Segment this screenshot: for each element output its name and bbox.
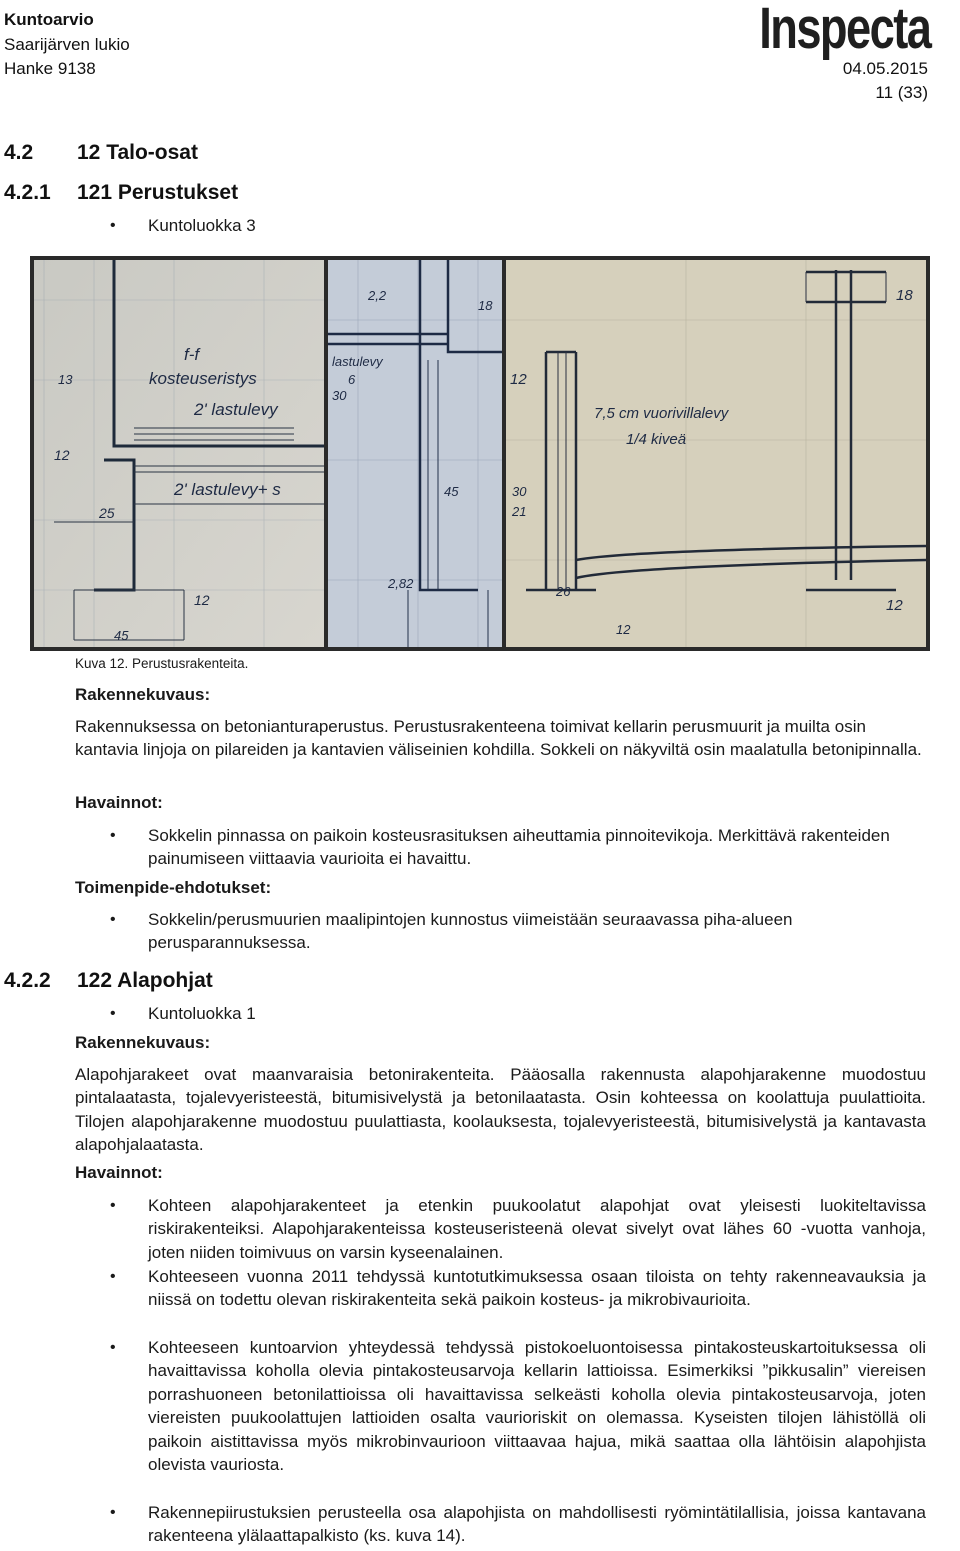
drawing-label: 21 xyxy=(512,504,527,519)
drawing-label: 45 xyxy=(114,628,129,643)
drawing-panel-3 xyxy=(506,260,926,647)
section-heading-4-2-2 xyxy=(4,968,213,994)
drawing-label: 13 xyxy=(58,372,73,387)
action-item: • Sokkelin/perusmuurien maalipintojen kunnostus viimeistään seuraavassa piha-alueen perusparannuksessa. xyxy=(148,908,926,955)
drawing-label: 2,2 xyxy=(368,288,387,303)
doc-date: 04.05.2015 xyxy=(842,59,928,78)
observations-label: Havainnot: xyxy=(75,1163,163,1182)
drawing-label: 30 xyxy=(512,484,527,499)
section-heading-4-2-1 xyxy=(4,180,238,206)
desc-label: Rakennekuvaus: xyxy=(75,685,211,704)
figure-caption: Kuva 12. Perustusrakenteita. xyxy=(75,656,249,671)
observations-label: Havainnot: xyxy=(75,793,163,812)
condition-class: • Kuntoluokka 1 xyxy=(148,1002,256,1026)
drawing-label: 12 xyxy=(886,597,903,614)
desc-label: Rakennekuvaus: xyxy=(75,1033,211,1052)
inspecta-logo: Inspecta xyxy=(758,0,930,61)
drawing-label: 7,5 cm vuorivillalevy xyxy=(594,405,729,422)
section-number: 4.2.2 xyxy=(4,969,51,992)
observation-item: • Kohteeseen vuonna 2011 tehdyssä kuntotutkimuksessa osaan tiloista on tehty rakenneavauksia ja niissä on todettu olevan riskirakenteita sekä paikoin kosteus- ja mikrobivaurioita. xyxy=(148,1265,926,1312)
section-title: 122 Alapohjat xyxy=(77,969,213,992)
drawing-panel-2 xyxy=(328,260,502,647)
doc-type: Kuntoarvio xyxy=(4,10,94,29)
desc-text: Alapohjarakeet ovat maanvaraisia betonirakenteita. Pääosalla rakennusta alapohjarakenne muodostuu pintalaatasta, tojalevyeristeestä, bitumisivelystä ja betonilaatasta. Osin kohteessa on koolattuja puulattioita. Tilojen alapohjarakenne muodostuu puulattiasta, koolauksesta, tojalevyeristeestä, bitumisivelystä ja kantavasta alapohjalaatasta. xyxy=(75,1065,926,1155)
drawing-label: 12 xyxy=(510,371,527,388)
drawing-label: lastulevy xyxy=(332,354,383,369)
drawing-label: 18 xyxy=(478,298,493,313)
section-number: 4.2 xyxy=(4,141,34,164)
drawing-label: 12 xyxy=(616,622,631,637)
drawing-label: 6 xyxy=(348,372,356,387)
actions-label: Toimenpide-ehdotukset: xyxy=(75,878,272,897)
drawing-label: 30 xyxy=(332,388,347,403)
drawing-label: 45 xyxy=(444,484,459,499)
section-title: 121 Perustukset xyxy=(77,181,239,204)
project-number: Hanke 9138 xyxy=(4,59,96,78)
drawing-label: 26 xyxy=(556,584,571,599)
drawing-label: 12 xyxy=(54,447,70,463)
observation-item: • Rakennepiirustuksien perusteella osa alapohjista on mahdollisesti ryömintätilallisia, joissa kantavana rakenteena ylälaattapalkisto (ks. kuva 14). xyxy=(148,1501,926,1548)
drawing-label: 2,82 xyxy=(388,576,414,591)
observation-item: • Kohteen alapohjarakenteet ja etenkin puukoolatut alapohjat ovat yleisesti luokiteltavissa riskirakenteiksi. Alapohjarakenteissa kosteuseristeenä olevat sivelyt ovat lähes 60 -vuotta vanhoja, joten niiden toimivuus on varsin kyseenalainen. xyxy=(148,1194,926,1264)
condition-class: • Kuntoluokka 3 xyxy=(148,214,256,238)
drawing-label: 2' lastulevy+ s xyxy=(174,480,281,499)
drawing-label: kosteuseristys xyxy=(149,369,257,388)
drawing-label: 25 xyxy=(99,505,115,521)
drawing-label: 18 xyxy=(896,287,913,304)
section-title: 12 Talo-osat xyxy=(77,141,198,164)
drawing-label: f-f xyxy=(184,345,200,364)
foundation-drawings-photo xyxy=(30,256,930,651)
site-name: Saarijärven lukio xyxy=(4,35,130,54)
drawing-label: 1/4 kiveä xyxy=(626,431,687,448)
page-number: 11 (33) xyxy=(875,83,928,102)
drawing-panel-1 xyxy=(34,260,324,647)
desc-text: Rakennuksessa on betonianturaperustus. Perustusrakenteena toimivat kellarin perusmuurit ja muilta osin kantavia linjoja on pilareiden ja kantavien väliseinien kohdilla. Sokkeli on näkyviltä osin maalatulla betonipinnalla. xyxy=(75,717,922,760)
drawing-label: 2' lastulevy xyxy=(194,400,278,419)
observation-item: • Kohteeseen kuntoarvion yhteydessä tehdyssä pistokoeluontoisessa pintakosteuskartoituksessa oli havaittavissa koholla olevia pintakosteusarvoja kellarin lattioissa. Esimerkiksi ”pikkusalin” viereisen porrashuoneen betonilattioissa oli havaittavissa selkeästi koholla olevia pintakosteusarvoja, joten viereisten puukoolattujen lattioiden osalta vaurioriskit on olemassa. Kyseisten tilojen lähistöllä oli paikoin aistittavissa myös mikrobinvaurioon viittaavaa hajua, mikä saattaa olla lähtöisin alapohjista olevista vauriosta. xyxy=(148,1336,926,1476)
observation-item: • Sokkelin pinnassa on paikoin kosteusrasituksen aiheuttamia pinnoitevikoja. Merkittävä rakenteiden painumiseen viittaavia vaurioita ei havaittu. xyxy=(148,824,926,871)
section-heading-4-2 xyxy=(4,140,198,166)
drawing-label: 12 xyxy=(194,592,210,608)
section-number: 4.2.1 xyxy=(4,181,51,204)
